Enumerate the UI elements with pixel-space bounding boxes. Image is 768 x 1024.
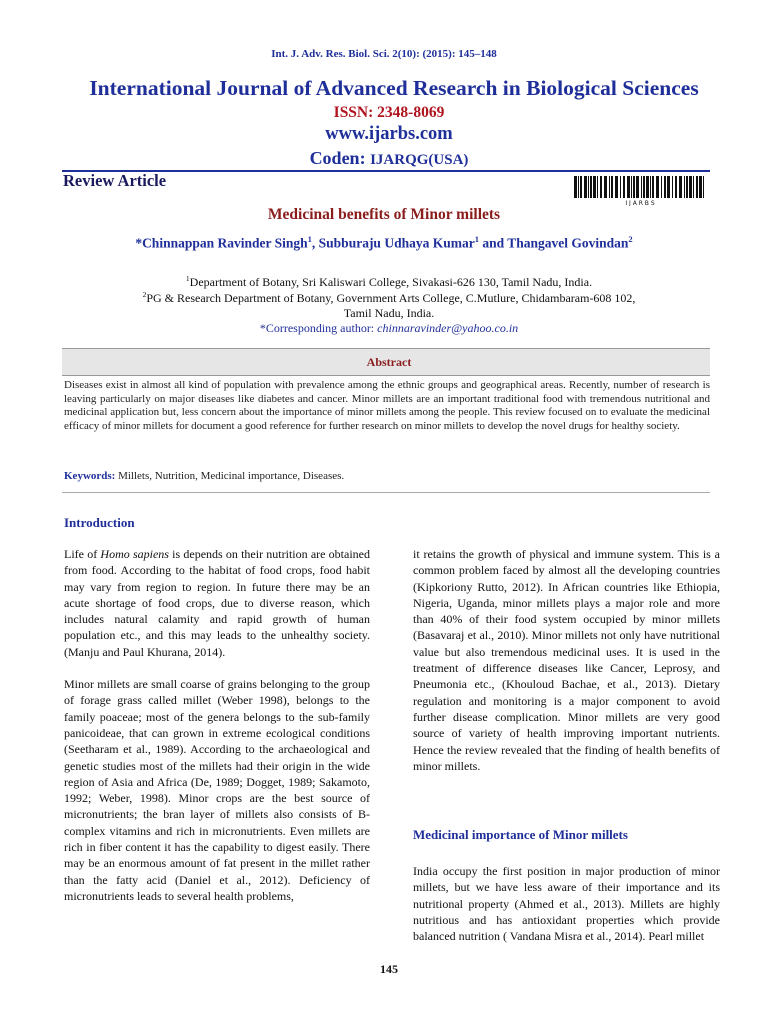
- paragraph: India occupy the first position in major production of minor millets, but we have less aware of their importance and its nutritional property (Ahmed et al., 2013). Millets are highly nutritious and has antioxidant properties which provide balanced nutrition ( Vandana Misra et al., 2014). Pearl millet: [413, 864, 720, 944]
- article-type: Review Article: [63, 171, 167, 190]
- right-column-continued: [413, 863, 720, 944]
- journal-title: International Journal of Advanced Research in Biological Sciences: [89, 76, 699, 100]
- paragraph: it retains the growth of physical and immune system. This is a common problem faced by almost all the developing countries (Kipkoriony Rutto, 2012). In African countries like Ethiopia, Nigeria, Uganda, minor millets plays a major role and more than 40% of their food system occupied by minor millets (Basavaraj et al., 2010). Minor millets not only have nutritional value but also tremendous medicinal uses. It is used in the treatment of difference diseases like Cancer, Leprosy, and Pneumonia etc., (Khouloud Bachae, et al., 2013). Dietary regulation and monitoring is a major component to avoid further disease complication. Minor millets are very good source of variety of health improving important nutrients. Hence the review revealed that the finding of health benefits of minor millets.: [413, 547, 720, 773]
- author-name: Thangavel Govindan: [507, 235, 629, 251]
- corresponding-email[interactable]: chinnaravinder@yahoo.co.in: [377, 321, 519, 335]
- abstract-heading: Abstract: [366, 355, 412, 369]
- author-list: *Chinnappan Ravinder Singh$^1$, Subburaju Udhaya Kumar$^1$ and Thangavel Govindan$^2$: [135, 234, 633, 251]
- affiliation-1: $^1$Department of Botany, Sri Kaliswari College, Sivakasi-626 130, Tamil Nadu, India.: [185, 274, 593, 289]
- journal-citation: Int. J. Adv. Res. Biol. Sci. 2(10): (2015): 145–148: [271, 48, 497, 60]
- author-name: *Chinnappan Ravinder Singh: [135, 235, 308, 251]
- corresponding-author: *Corresponding author: chinnaravinder@yahoo.co.in: [259, 321, 519, 335]
- journal-website[interactable]: www.ijarbs.com: [325, 124, 453, 144]
- author-affiliation-mark: 1: [474, 234, 479, 244]
- abstract-text: Diseases exist in almost all kind of population with prevalence among the ethnic groups and geographical areas. Recently, number of research is leaving particularly on major diseases like diabetes and cancer. Minor millets are an important traditional food with tremendous nutritional and medicinal application but, less concern about the importance of minor millets among the people. This review focused on to evaluate the medicinal efficacy of minor millets for document a good reference for further research on minor millets to develop the novel drugs for healthy society.: [64, 379, 710, 432]
- author-affiliation-mark: 2: [628, 234, 633, 244]
- section-heading-medicinal-importance: Medicinal importance of Minor millets: [413, 827, 628, 842]
- paragraph: Minor millets are small coarse of grains belonging to the group of forage grass called millet (Weber 1998), belongs to the family poaceae; most of the genera belongs to the sub-family panicoideae, that can grown in extreme ecological conditions (Seetharam et al., 1989). According to the archaeological and genetic studies most of the millets had their origin in the wide region of Asia and Africa (De, 1989; Dogget, 1989; Sakamoto, 1992; Weber, 1998). Minor crops are the best source of micronutrients; the bran layer of millets also consists of B-complex vitamins and rich in micronutrients. Even millets are rich in fiber content it has the capability to digest easily. There may be an enormous amount of fat present in the millet rather than the fatty acid (Daniel et al., 2012). Deficiency of micronutrients leads to several health problems,: [64, 677, 370, 903]
- coden: [0, 148, 768, 169]
- affiliation-2-continued: Tamil Nadu, India.: [343, 306, 435, 320]
- affiliation-2: $^2$PG & Research Department of Botany, Government Arts College, C.Mutlure, Chidambaram-608 102,: [142, 290, 636, 305]
- issn: ISSN: 2348-8069: [333, 104, 445, 121]
- keywords-rule: [62, 492, 710, 493]
- article-title: Medicinal benefits of Minor millets: [267, 206, 501, 223]
- keywords-list: Millets, Nutrition, Medicinal importance, Diseases.: [115, 470, 345, 482]
- section-heading-introduction: Introduction: [64, 515, 135, 530]
- barcode-image: [572, 176, 708, 206]
- keywords: [64, 470, 710, 482]
- paragraph: Life of Homo sapiens is depends on their nutrition are obtained from food. According to the habitat of food crops, food habit may vary from region to region. In future there may be an acute shortage of food crops, due to diverse reason, which includes natural calamity and rapid growth of human population etc., and this may leads to the unhealthy society. (Manju and Paul Khurana, 2014).: [64, 547, 371, 659]
- coden-value: IJARQG(USA): [370, 152, 469, 168]
- barcode-label: I J A R B S: [625, 200, 655, 206]
- left-column: [64, 546, 370, 904]
- coden-label: Coden:: [309, 148, 366, 168]
- keywords-label: Keywords:: [64, 470, 116, 482]
- page-number: 145: [380, 962, 398, 976]
- author-name: Subburaju Udhaya Kumar: [318, 235, 475, 251]
- right-column: [413, 546, 720, 774]
- author-affiliation-mark: 1: [307, 234, 312, 244]
